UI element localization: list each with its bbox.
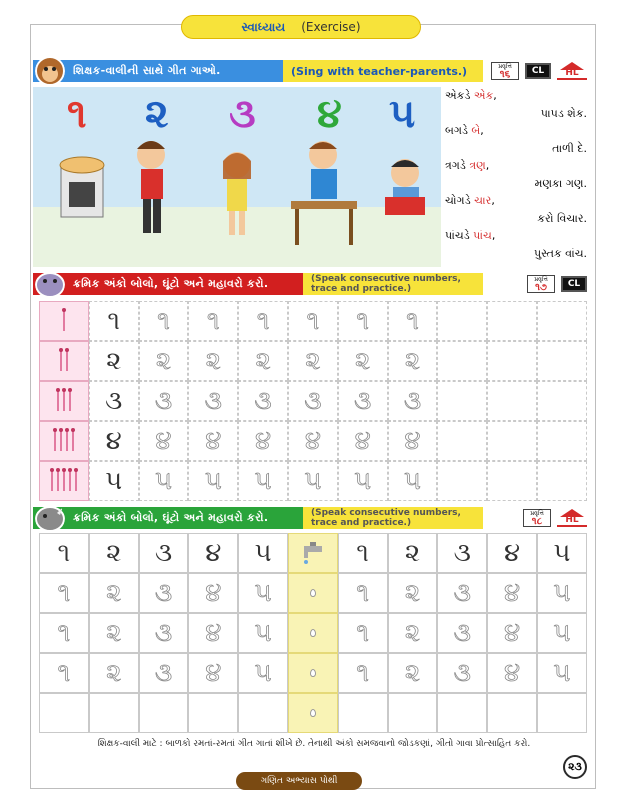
poem-line <box>445 245 595 263</box>
trace-digit: ૨ <box>338 341 388 381</box>
section3-instruction-english: (Speak consecutive numbers, trace and practice.) <box>303 507 483 529</box>
poem-line <box>445 140 595 158</box>
numeral-5: ૫ <box>389 91 416 137</box>
trace-digit: ૧ <box>39 573 89 613</box>
poem-text: મણકા ગણ. <box>534 176 587 190</box>
trace-digit: ૩ <box>139 381 189 421</box>
trace-digit: ૩ <box>338 381 388 421</box>
numeral-2: ૨ <box>145 91 169 137</box>
song-illustration <box>33 87 441 267</box>
poem-text: પાંચડે <box>445 229 474 242</box>
trace-digit: ૧ <box>338 573 388 613</box>
tally-cell <box>39 341 89 381</box>
hippo-mascot-icon <box>35 269 65 299</box>
trace-digit: ૧ <box>139 301 189 341</box>
trace-digit: ૧ <box>39 613 89 653</box>
model-digit: ૪ <box>188 533 238 573</box>
model-digit: ૧ <box>39 533 89 573</box>
trace-digit: ૫ <box>139 461 189 501</box>
trace-digit: ૩ <box>437 613 487 653</box>
trace-digit: ૨ <box>388 613 438 653</box>
model-digit: ૪ <box>89 421 139 461</box>
trace-digit: ૩ <box>139 653 189 693</box>
trace-digit: ૫ <box>238 573 288 613</box>
model-digit: ૩ <box>139 533 189 573</box>
blank-practice-cell[interactable] <box>437 421 487 461</box>
tracing-row <box>39 421 587 461</box>
trace-digit: ૨ <box>89 653 139 693</box>
sequence-row <box>39 573 587 613</box>
trace-digit: ૧ <box>338 653 388 693</box>
poem-punctuation: , <box>480 124 484 137</box>
trace-digit: ૪ <box>288 421 338 461</box>
blank-practice-cell[interactable] <box>537 461 587 501</box>
poem-number-word: ચાર <box>474 194 492 207</box>
section1-instruction-english: (Sing with teacher-parents.) <box>283 60 483 82</box>
trace-digit: ૧ <box>338 613 388 653</box>
tally-stick-icon <box>75 471 77 491</box>
section2-instruction-bar <box>33 273 593 295</box>
blank-practice-cell[interactable] <box>537 381 587 421</box>
blank-practice-cell[interactable] <box>487 461 537 501</box>
trace-digit: ૨ <box>89 613 139 653</box>
model-digit: ૨ <box>89 341 139 381</box>
water-drop-icon <box>310 589 316 597</box>
trace-digit: ૧ <box>288 301 338 341</box>
trace-digit: ૧ <box>388 301 438 341</box>
worksheet-page <box>30 19 596 789</box>
blank-practice-cell[interactable] <box>437 301 487 341</box>
water-separator-cell <box>288 533 338 573</box>
blank-practice-cell[interactable] <box>537 301 587 341</box>
trace-digit: ૩ <box>139 613 189 653</box>
water-drop-icon <box>310 629 316 637</box>
model-digit: ૩ <box>89 381 139 421</box>
trace-digit: ૪ <box>487 653 537 693</box>
blank-practice-cell[interactable] <box>437 461 487 501</box>
numeral-4: ૪ <box>317 91 342 137</box>
trace-digit: ૫ <box>537 573 587 613</box>
blank-practice-cell[interactable] <box>388 693 438 733</box>
blank-practice-cell[interactable] <box>487 693 537 733</box>
model-digit: ૫ <box>238 533 288 573</box>
poem-text: ત્રગડે <box>445 159 470 172</box>
trace-digit: ૨ <box>288 341 338 381</box>
activity-number-badge: પ્રવૃત્તિ ૧૭ <box>527 275 555 293</box>
tally-stick-icon <box>63 311 65 331</box>
section1-instruction-gujarati: શિક્ષક-વાલીની સાથે ગીત ગાઓ. <box>33 60 283 82</box>
trace-digit: ૨ <box>388 573 438 613</box>
trace-digit: ૩ <box>437 653 487 693</box>
tracing-row <box>39 341 587 381</box>
poem-text: તાળી દે. <box>552 141 587 155</box>
tally-stick-icon <box>60 431 62 451</box>
trace-digit: ૨ <box>139 341 189 381</box>
blank-practice-cell[interactable] <box>39 693 89 733</box>
blank-practice-cell[interactable] <box>338 693 388 733</box>
trace-digit: ૪ <box>139 421 189 461</box>
model-digit: ૪ <box>487 533 537 573</box>
trace-digit: ૧ <box>39 653 89 693</box>
tally-stick-icon <box>57 471 59 491</box>
water-separator-cell <box>288 613 338 653</box>
poem-punctuation: , <box>493 89 497 102</box>
section2-instruction-english: (Speak consecutive numbers, trace and practice.) <box>303 273 483 295</box>
model-digit: ૧ <box>338 533 388 573</box>
counting-poem <box>445 87 595 262</box>
trace-digit: ૩ <box>437 573 487 613</box>
blank-practice-cell[interactable] <box>487 301 537 341</box>
tally-stick-icon <box>51 471 53 491</box>
blank-practice-cell[interactable] <box>188 693 238 733</box>
poem-number-word: બે <box>471 124 481 137</box>
poem-text: પાપડ શેક. <box>540 106 587 120</box>
tally-stick-icon <box>69 391 71 411</box>
trace-digit: ૫ <box>288 461 338 501</box>
numeral-1: ૧ <box>67 91 87 137</box>
trace-digit: ૫ <box>238 653 288 693</box>
trace-digit: ૪ <box>487 573 537 613</box>
poem-line <box>445 175 595 193</box>
page-number: ૨૩ <box>563 755 587 779</box>
tally-stick-icon <box>66 431 68 451</box>
trace-digit: ૨ <box>238 341 288 381</box>
blank-practice-cell[interactable] <box>89 693 139 733</box>
teacher-parent-note: શિક્ષક-વાલી માટે : બાળકો રમતાં-રમતાં ગીત ગાતાં શીખે છે. તેનાથી અંકો સમજવાનો જોડકણાં, ગીતો ગાવા પ્રોત્સાહિત કરો. <box>97 739 531 749</box>
trace-digit: ૪ <box>487 613 537 653</box>
trace-digit: ૫ <box>537 653 587 693</box>
poem-punctuation: , <box>491 194 495 207</box>
exercise-title-gujarati: સ્વાધ્યાય <box>241 19 286 34</box>
trace-digit: ૨ <box>388 341 438 381</box>
numeral-3: ૩ <box>229 91 256 137</box>
water-separator-cell <box>288 693 338 733</box>
blank-practice-cell[interactable] <box>537 341 587 381</box>
poem-number-word: એક <box>473 89 494 102</box>
trace-digit: ૩ <box>288 381 338 421</box>
tally-stick-icon <box>60 351 62 371</box>
trace-digit: ૫ <box>238 613 288 653</box>
section3-badges <box>523 509 593 527</box>
sequence-row <box>39 613 587 653</box>
tally-stick-icon <box>66 351 68 371</box>
trace-digit: ૪ <box>188 573 238 613</box>
rhino-mascot-icon <box>35 503 65 533</box>
tally-stick-icon <box>72 431 74 451</box>
tally-cell <box>39 381 89 421</box>
trace-digit: ૪ <box>188 421 238 461</box>
book-title-tag: ગણિત અભ્યાસ પોથી <box>236 772 362 790</box>
water-tap-icon <box>298 538 328 568</box>
section3-instruction-gujarati: ક્રમિક અંકો બોલો, ઘૂંટો અને મહાવરો કરો. <box>33 507 303 529</box>
poem-line <box>445 122 595 140</box>
model-digit: ૧ <box>89 301 139 341</box>
tally-stick-icon <box>63 391 65 411</box>
trace-digit: ૫ <box>238 461 288 501</box>
model-digit: ૨ <box>89 533 139 573</box>
poem-line <box>445 87 595 105</box>
trace-digit: ૩ <box>388 381 438 421</box>
poem-line <box>445 157 595 175</box>
trace-digit: ૫ <box>188 461 238 501</box>
trace-digit: ૩ <box>188 381 238 421</box>
poem-text: બગડે <box>445 124 472 137</box>
trace-digit: ૫ <box>388 461 438 501</box>
poem-line <box>445 192 595 210</box>
poem-punctuation: , <box>485 159 490 172</box>
blank-practice-cell[interactable] <box>487 381 537 421</box>
tally-cell <box>39 301 89 341</box>
trace-digit: ૪ <box>388 421 438 461</box>
tracing-row <box>39 381 587 421</box>
tally-stick-icon <box>54 431 56 451</box>
tracing-grid-sequence <box>39 533 587 733</box>
trace-digit: ૩ <box>238 381 288 421</box>
tally-stick-icon <box>57 391 59 411</box>
trace-digit: ૪ <box>188 613 238 653</box>
trace-digit: ૪ <box>238 421 288 461</box>
section3-instruction-bar <box>33 507 593 529</box>
tally-cell <box>39 461 89 501</box>
blank-practice-cell[interactable] <box>437 693 487 733</box>
exercise-header <box>181 15 421 39</box>
poem-line <box>445 105 595 123</box>
tracing-row <box>39 301 587 341</box>
cl-badge: CL <box>561 276 587 292</box>
monkey-mascot-icon <box>35 56 65 86</box>
trace-digit: ૨ <box>89 573 139 613</box>
poem-number-word: પાંચ <box>473 229 492 242</box>
poem-line <box>445 227 595 245</box>
poem-text: કરો વિચાર. <box>537 211 587 225</box>
cl-badge: CL <box>525 63 551 79</box>
sequence-row <box>39 653 587 693</box>
blank-practice-cell[interactable] <box>487 421 537 461</box>
poem-text: ચોગડે <box>445 194 475 207</box>
poem-text: પુસ્તક વાંચ. <box>534 246 587 260</box>
sequence-row <box>39 533 587 573</box>
water-drop-icon <box>310 709 316 717</box>
blank-practice-cell[interactable] <box>537 421 587 461</box>
sequence-row <box>39 693 587 733</box>
trace-digit: ૧ <box>188 301 238 341</box>
blank-practice-cell[interactable] <box>437 341 487 381</box>
tracing-row <box>39 461 587 501</box>
blank-practice-cell[interactable] <box>437 381 487 421</box>
trace-digit: ૩ <box>139 573 189 613</box>
activity-number-badge: પ્રવૃત્તિ ૧૬ <box>491 62 519 80</box>
trace-digit: ૧ <box>338 301 388 341</box>
trace-digit: ૨ <box>188 341 238 381</box>
model-digit: ૫ <box>537 533 587 573</box>
blank-practice-cell[interactable] <box>139 693 189 733</box>
water-drop-icon <box>310 669 316 677</box>
trace-digit: ૧ <box>238 301 288 341</box>
section1-badges <box>491 62 593 80</box>
blank-practice-cell[interactable] <box>537 693 587 733</box>
trace-digit: ૫ <box>537 613 587 653</box>
section1-instruction-bar <box>33 60 593 82</box>
activity-number-badge: પ્રવૃત્તિ ૧૮ <box>523 509 551 527</box>
section2-badges <box>527 275 593 293</box>
exercise-title-english: (Exercise) <box>301 20 361 34</box>
poem-number-word: ત્રણ <box>469 159 486 172</box>
hl-badge: HL <box>557 509 587 527</box>
model-digit: ૩ <box>437 533 487 573</box>
section2-instruction-gujarati: ક્રમિક અંકો બોલો, ઘૂંટો અને મહાવરો કરો. <box>33 273 303 295</box>
tally-stick-icon <box>69 471 71 491</box>
trace-digit: ૨ <box>388 653 438 693</box>
trace-digit: ૫ <box>338 461 388 501</box>
blank-practice-cell[interactable] <box>487 341 537 381</box>
trace-digit: ૪ <box>338 421 388 461</box>
tally-cell <box>39 421 89 461</box>
tracing-grid-tally <box>39 301 587 501</box>
water-separator-cell <box>288 653 338 693</box>
water-separator-cell <box>288 573 338 613</box>
poem-text: એકડે <box>445 89 474 102</box>
model-digit: ૫ <box>89 461 139 501</box>
poem-punctuation: , <box>491 229 496 242</box>
tally-stick-icon <box>63 471 65 491</box>
model-digit: ૨ <box>388 533 438 573</box>
poem-line <box>445 210 595 228</box>
blank-practice-cell[interactable] <box>238 693 288 733</box>
trace-digit: ૪ <box>188 653 238 693</box>
hl-badge: HL <box>557 62 587 80</box>
